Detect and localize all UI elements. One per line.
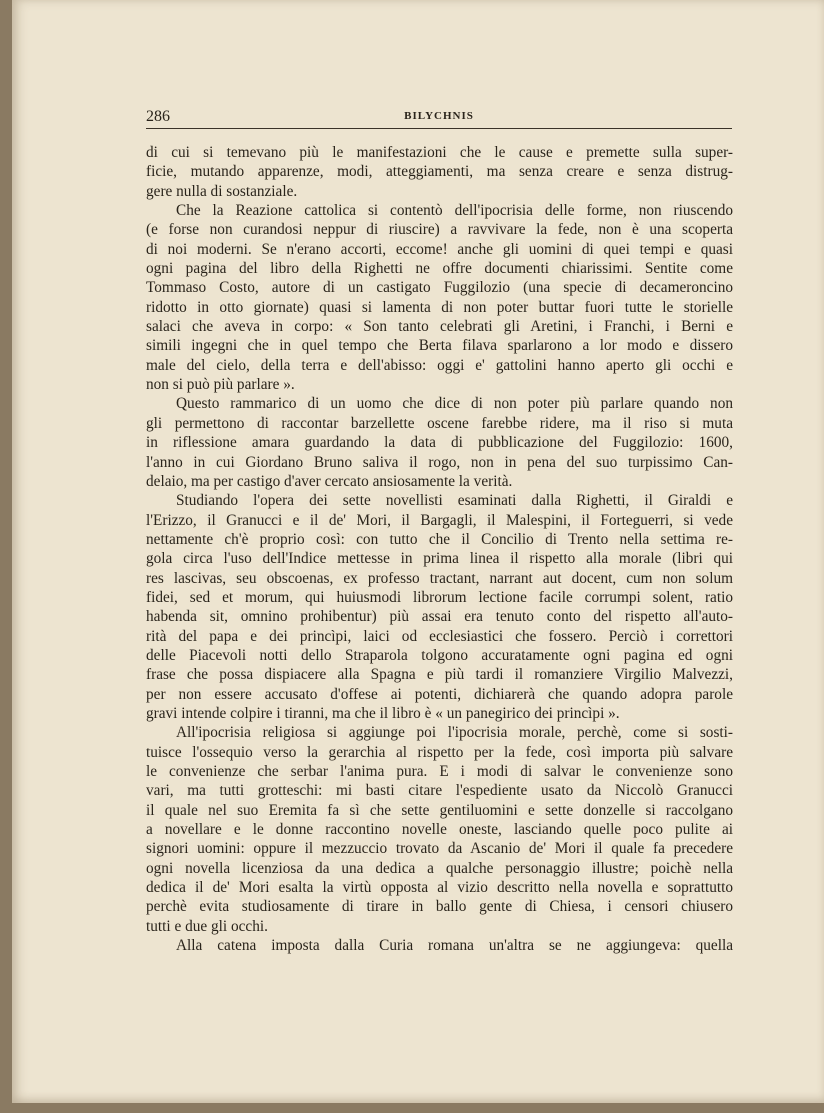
text-line: male del cielo, della terra e dell'abisso: oggi e' gattolini hanno aperto gli occhi e <box>146 356 733 374</box>
paragraph <box>146 936 733 955</box>
text-line: signori uomini: oppure il mezzuccio trovato da Ascanio de' Mori il quale fa precedere <box>146 840 733 858</box>
text-line: dedica il de' Mori esalta la virtù opposta al vizio descritto nella novella e soprattutto <box>146 879 733 897</box>
page-header <box>146 108 732 130</box>
text-line: di cui si temevano più le manifestazioni che le cause e premette sulla super- <box>146 144 733 161</box>
text-line: habenda sit, omnino prohibentur) più assai era tenuto conto del rispetto all'auto- <box>146 608 733 626</box>
text-line: fidei, sed et morum, qui huiusmodi librorum lectione facile corrumpi solent, ratio <box>146 588 733 606</box>
paragraph <box>146 394 733 491</box>
text-line: gravi intende colpire i tiranni, ma che il libro è « un panegirico dei princìpi ». <box>146 704 620 722</box>
text-line: Alla catena imposta dalla Curia romana un'altra se ne aggiungeva: quella <box>176 937 733 955</box>
text-line: ogni pagina del libro della Righetti ne offre documenti chiarissimi. Sentite come <box>146 260 733 278</box>
text-line: di noi moderni. Se n'erano accorti, eccome! anche gli uomini di quei tempi e quasi <box>146 240 733 258</box>
text-line: l'anno in cui Giordano Bruno saliva il rogo, non in pena del suo turpissimo Can- <box>146 453 733 471</box>
text-line: non si può più parlare ». <box>146 376 295 394</box>
page-number: 286 <box>146 108 170 125</box>
text-line: ridotto in otto giornate) quasi si lamenta di non poter buttar fuori tutte le storielle <box>146 298 733 316</box>
text-line: gere nulla di sostanziale. <box>146 182 298 200</box>
text-line: il quale nel suo Eremita fa sì che sette gentiluomini e sette donzelle si raccolgano <box>146 801 733 819</box>
text-line: nettamente ch'è proprio così: con tutto che il Concilio di Trento nella settima re- <box>146 530 733 548</box>
text-line: l'Erizzo, il Granucci e il de' Mori, il Bargagli, il Malespini, il Forteguerri, si vede <box>146 511 733 529</box>
text-line: Tommaso Costo, autore di un castigato Fuggilozio (una specie di decameroncino <box>146 279 733 297</box>
paragraph <box>146 143 733 201</box>
text-line: delle Piacevoli notti dello Straparola tolgono accuratamente ogni pagina ed ogni <box>146 646 733 664</box>
text-line: simili ingegni che in quel tempo che Berta filava sparlarono a lor modo e dissero <box>146 337 733 355</box>
paragraph <box>146 201 733 394</box>
text-line: in riflessione amara guardando la data di pubblicazione del Fuggilozio: 1600, <box>146 434 733 452</box>
text-line: Che la Reazione cattolica si contentò dell'ipocrisia delle forme, non riuscendo <box>176 202 733 220</box>
paragraph <box>146 723 733 936</box>
header-rule <box>146 128 732 129</box>
text-line: salaci che aveva in corpo: « Son tanto celebrati gli Aretini, i Franchi, i Berni e <box>146 318 733 336</box>
running-head: BILYCHNIS <box>404 110 474 122</box>
text-line: gola circa l'uso dell'Indice mettesse in prima linea il rispetto alla morale (libri qui <box>146 550 733 568</box>
text-line: Questo rammarico di un uomo che dice di non poter più parlare quando non <box>176 395 733 413</box>
text-line: delaio, ma per castigo d'aver cercato ansiosamente la verità. <box>146 472 513 490</box>
text-line: rità del papa e dei princìpi, laici od ecclesiastici che fossero. Perciò i correttori <box>146 627 733 645</box>
text-line: (e forse non curandosi neppur di riuscire) a ravvivare la fede, non è una scoperta <box>146 221 733 239</box>
text-line: vari, ma tutti grotteschi: mi basti citare l'espediente usato da Niccolò Granucci <box>146 782 733 800</box>
text-line: tuisce l'ossequio verso la gerarchia al rispetto per la fede, così importa più salvare <box>146 743 733 761</box>
text-line: frase che possa dispiacere alla Spagna e più tardi il romanziere Virgilio Malvezzi, <box>146 666 733 684</box>
page <box>12 0 824 1103</box>
text-line: perchè evita studiosamente di tirare in ballo gente di Chiesa, i censori chiusero <box>146 898 733 916</box>
text-line: tutti e due gli occhi. <box>146 917 268 935</box>
text-line: a novellare e le donne raccontino novelle oneste, lasciando quelle poco pulite ai <box>146 821 733 839</box>
text-line: per non essere accusato d'offese ai potenti, dichiarerà che quando adopra parole <box>146 685 733 703</box>
body-text <box>146 143 733 955</box>
text-line: All'ipocrisia religiosa si aggiunge poi l'ipocrisia morale, perchè, come si sosti- <box>176 724 733 742</box>
text-line: Studiando l'opera dei sette novellisti esaminati dalla Righetti, il Giraldi e <box>176 492 733 510</box>
text-line: gli permettono di raccontar barzellette oscene farebbe ridere, ma il riso si muta <box>146 414 733 432</box>
text-line: ogni novella licenziosa da una dedica a qualche personaggio illustre; poichè nella <box>146 859 733 877</box>
text-line: res lascivas, seu obscoenas, ex professo tractant, narrant aut docent, cum non solum <box>146 569 733 587</box>
text-line: ficie, mutando apparenze, modi, atteggiamenti, ma senza creare e senza distrug- <box>146 163 733 181</box>
paragraph <box>146 491 733 723</box>
text-line: le convenienze che serbar l'anima pura. E i modi di salvar le convenienze sono <box>146 763 733 780</box>
